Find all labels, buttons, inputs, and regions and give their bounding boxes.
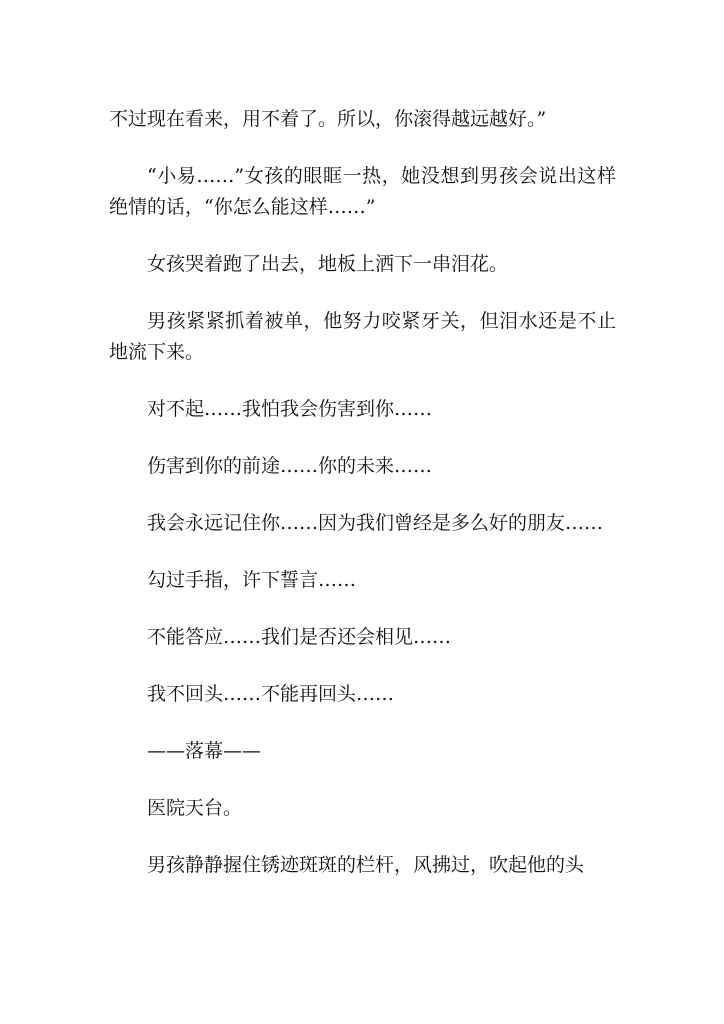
document-page [109,104,616,907]
paragraph: 我不回头……不能再回头…… [147,683,395,705]
paragraph: ——落幕—— [147,740,262,762]
paragraph: 我会永远记住你……因为我们曾经是多么好的朋友…… [147,512,604,534]
paragraph: 伤害到你的前途……你的未来…… [147,455,433,477]
paragraph: 对不起……我怕我会伤害到你…… [147,398,433,420]
paragraph: 女孩哭着跑了出去，地板上洒下一串泪花。 [147,253,509,275]
paragraph: 勾过手指，许下誓言…… [147,569,357,591]
paragraph: 医院天台。 [147,797,243,819]
paragraph: 男孩紧紧抓着被单，他努力咬紧牙关，但泪水还是不止地流下来。 [109,310,616,363]
paragraph: 不能答应……我们是否还会相见…… [147,626,452,648]
paragraph: “小易……”女孩的眼眶一热，她没想到男孩会说出这样绝情的话，“你怎么能这样……” [109,165,616,218]
paragraph: 男孩静静握住锈迹斑斑的栏杆，风拂过，吹起他的头 [147,854,585,876]
paragraph: 不过现在看来，用不着了。所以，你滚得越远越好。” [109,108,547,130]
